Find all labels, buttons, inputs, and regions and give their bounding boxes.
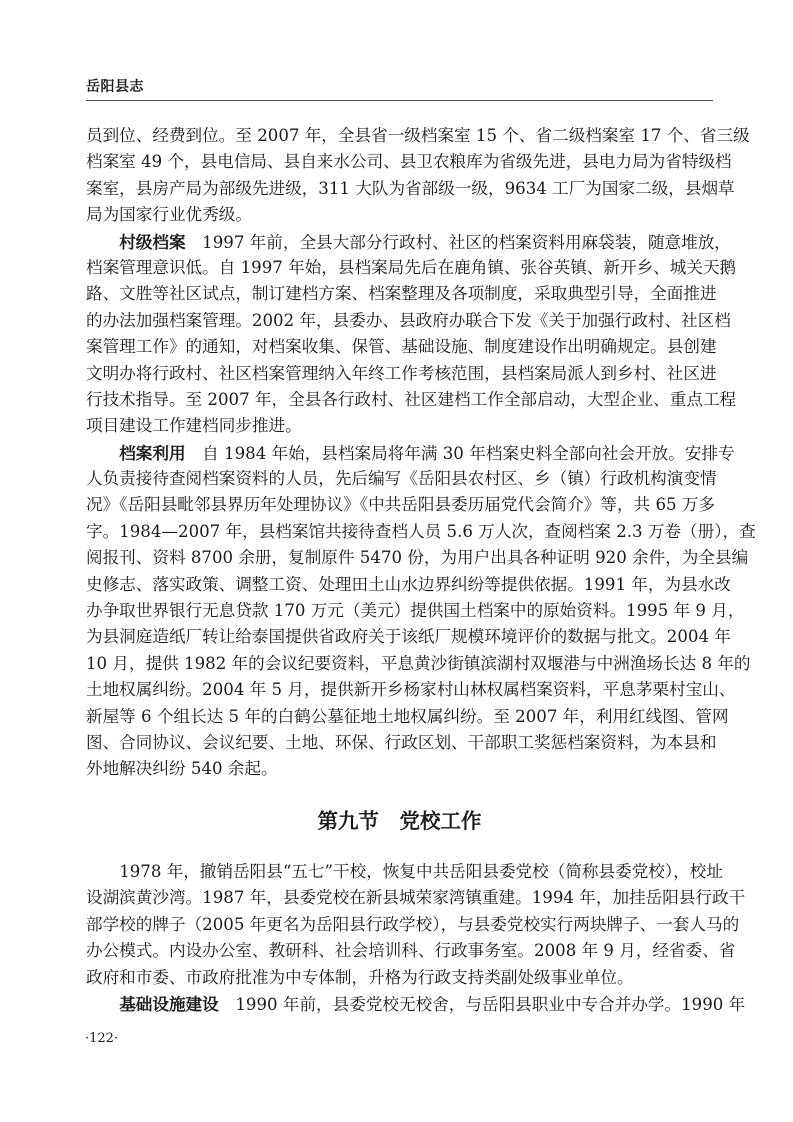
text-line — [86, 202, 713, 228]
text-line — [86, 361, 717, 387]
text-line — [86, 545, 749, 571]
line-text: 部学校的牌子（2005 年更名为岳阳县行政学校），与县委党校实行两块牌子、一套人马的 — [86, 914, 740, 934]
text-line — [86, 229, 731, 255]
line-text: 外地解决纠纷 540 余起。 — [86, 759, 278, 779]
line-text: 设湖滨黄沙湾。1987 年，县委党校在新县城荣家湾镇重建。1994 年，加挂岳阳县行政干 — [86, 888, 746, 908]
run-in-heading: 基础设施建设 — [119, 993, 219, 1014]
text-line — [86, 598, 745, 624]
line-text: 阅报刊、资料 8700 余册，复制原件 5470 份，为用户出具各种证明 920 余件，为全县编 — [86, 548, 749, 568]
header-rule — [86, 100, 713, 101]
text-line — [86, 859, 723, 885]
line-text: 自 1984 年始，县档案局将年满 30 年档案史料全部向社会开放。安排专 — [202, 443, 735, 463]
paragraph-2-with-run-in-heading — [86, 991, 746, 1017]
line-text: 况》《岳阳县毗邻县界历年处理协议》《中共岳阳县委历届党代会简介》等，共 65 万多 — [86, 495, 716, 515]
text-line — [86, 730, 717, 756]
line-text: 办公模式。内设办公室、教研科、社会培训科、行政事务室。2008 年 9 月，经省委、省 — [86, 941, 736, 961]
line-text: 新屋等 6 个组长达 5 年的白鹤公墓征地土地权属纠纷。至 2007 年，利用红线图、管网 — [86, 706, 729, 726]
line-text: 1978 年，撤销岳阳县“五七”干校，恢复中共岳阳县委党校（简称县委党校），校址 — [119, 862, 723, 881]
line-text: 土地权属纠纷。2004 年 5 月，提供新开乡杨家村山林权属档案资料，平息茅栗村宝山、 — [86, 680, 736, 700]
text-line — [86, 413, 713, 439]
line-text: 案管理工作》的通知，对档案收集、保管、基础设施、制度建设作出明确规定。县创建 — [86, 337, 717, 357]
text-line — [86, 123, 750, 149]
text-line — [86, 677, 736, 703]
run-in-heading: 村级档案 — [119, 231, 186, 252]
line-text: 人负责接待查阅档案资料的人员，先后编写《岳阳县农村区、乡（镇）行政机构演变情 — [86, 469, 717, 489]
text-line — [86, 176, 735, 202]
text-line — [86, 651, 751, 677]
text-line — [86, 991, 746, 1017]
line-text: 项目建设工作建档同步推进。 — [86, 416, 302, 436]
line-text: 1997 年前，全县大部分行政村、社区的档案资料用麻袋装，随意堆放， — [202, 232, 731, 252]
text-line — [86, 281, 717, 307]
paragraph-3-with-run-in-heading — [86, 440, 756, 783]
text-line — [86, 704, 729, 730]
line-text: 政府和市委、市政府批准为中专体制，升格为行政支持类副处级事业单位。 — [86, 967, 634, 987]
section-1-body — [86, 123, 756, 783]
text-line — [86, 334, 717, 360]
text-line — [86, 255, 737, 281]
section-heading: 第九节 党校工作 — [317, 809, 482, 833]
line-text: 图、合同协议、会议纪要、土地、环保、行政区划、干部职工奖惩档案资料，为本县和 — [86, 732, 717, 752]
line-text: 路、文胜等社区试点，制订建档方案、档案整理及各项制度，采取典型引导，全面推进 — [86, 284, 717, 304]
text-line — [86, 466, 717, 492]
line-text: 史修志、落实政策、调整工资、处理田土山水边界纠纷等提供依据。1991 年，为县水改 — [86, 574, 731, 594]
line-text: 局为国家行业优秀级。 — [86, 205, 252, 225]
line-text: 字。1984—2007 年，县档案馆共接待查档人员 5.6 万人次，查阅档案 2.3 万卷（册），查 — [86, 521, 756, 541]
text-line — [86, 492, 716, 518]
line-text: 案室，县房产局为部级先进级，311 大队为省部级一级，9634 工厂为国家二级，县烟草 — [86, 178, 735, 198]
paragraph-2-with-run-in-heading — [86, 229, 737, 440]
line-text: 10 月，提供 1982 年的会议纪要资料，平息黄沙街镇滨湖村双堰港与中洲渔场长达 8 年的 — [86, 653, 751, 673]
text-line — [86, 149, 732, 175]
text-line — [86, 912, 740, 938]
line-text: 1990 年前，县委党校无校舍，与岳阳县职业中专合并办学。1990 年 — [235, 994, 746, 1014]
line-text: 档案管理意识低。自 1997 年始，县档案局先后在鹿角镇、张谷英镇、新开乡、城关天鹅 — [86, 257, 737, 277]
paragraph — [86, 123, 750, 229]
text-line — [86, 624, 731, 650]
text-line — [86, 965, 713, 991]
page-number: ·122· — [85, 1031, 119, 1046]
paragraph — [86, 859, 746, 991]
text-line — [86, 440, 735, 466]
running-head: 岳阳县志 — [86, 79, 144, 95]
run-in-heading: 档案利用 — [119, 442, 186, 463]
line-text: 为县洞庭造纸厂转让给泰国提供省政府关于该纸厂规模环境评价的数据与批文。2004 年 — [86, 627, 731, 647]
line-text: 行技术指导。至 2007 年，全县各行政村、社区建档工作全部启动，大型企业、重点工程 — [86, 389, 737, 409]
text-line — [86, 387, 737, 413]
text-line — [86, 885, 746, 911]
line-text: 档案室 49 个，县电信局、县自来水公司、县卫农粮库为省级先进，县电力局为省特级档 — [86, 152, 732, 172]
text-line — [86, 938, 736, 964]
line-text: 员到位、经费到位。至 2007 年，全县省一级档案室 15 个、省二级档案室 17 个、省三级 — [86, 126, 750, 145]
text-line — [86, 756, 713, 782]
line-text: 的办法加强档案管理。2002 年，县委办、县政府办联合下发《关于加强行政村、社区档 — [86, 310, 731, 330]
line-text: 办争取世界银行无息贷款 170 万元（美元）提供国土档案中的原始资料。1995 年 9 月， — [86, 601, 745, 621]
text-line — [86, 519, 756, 545]
line-text: 文明办将行政村、社区档案管理纳入年终工作考核范围，县档案局派人到乡村、社区进 — [86, 363, 717, 383]
text-line — [86, 572, 731, 598]
section-2-body — [86, 859, 746, 1017]
text-line — [86, 308, 731, 334]
